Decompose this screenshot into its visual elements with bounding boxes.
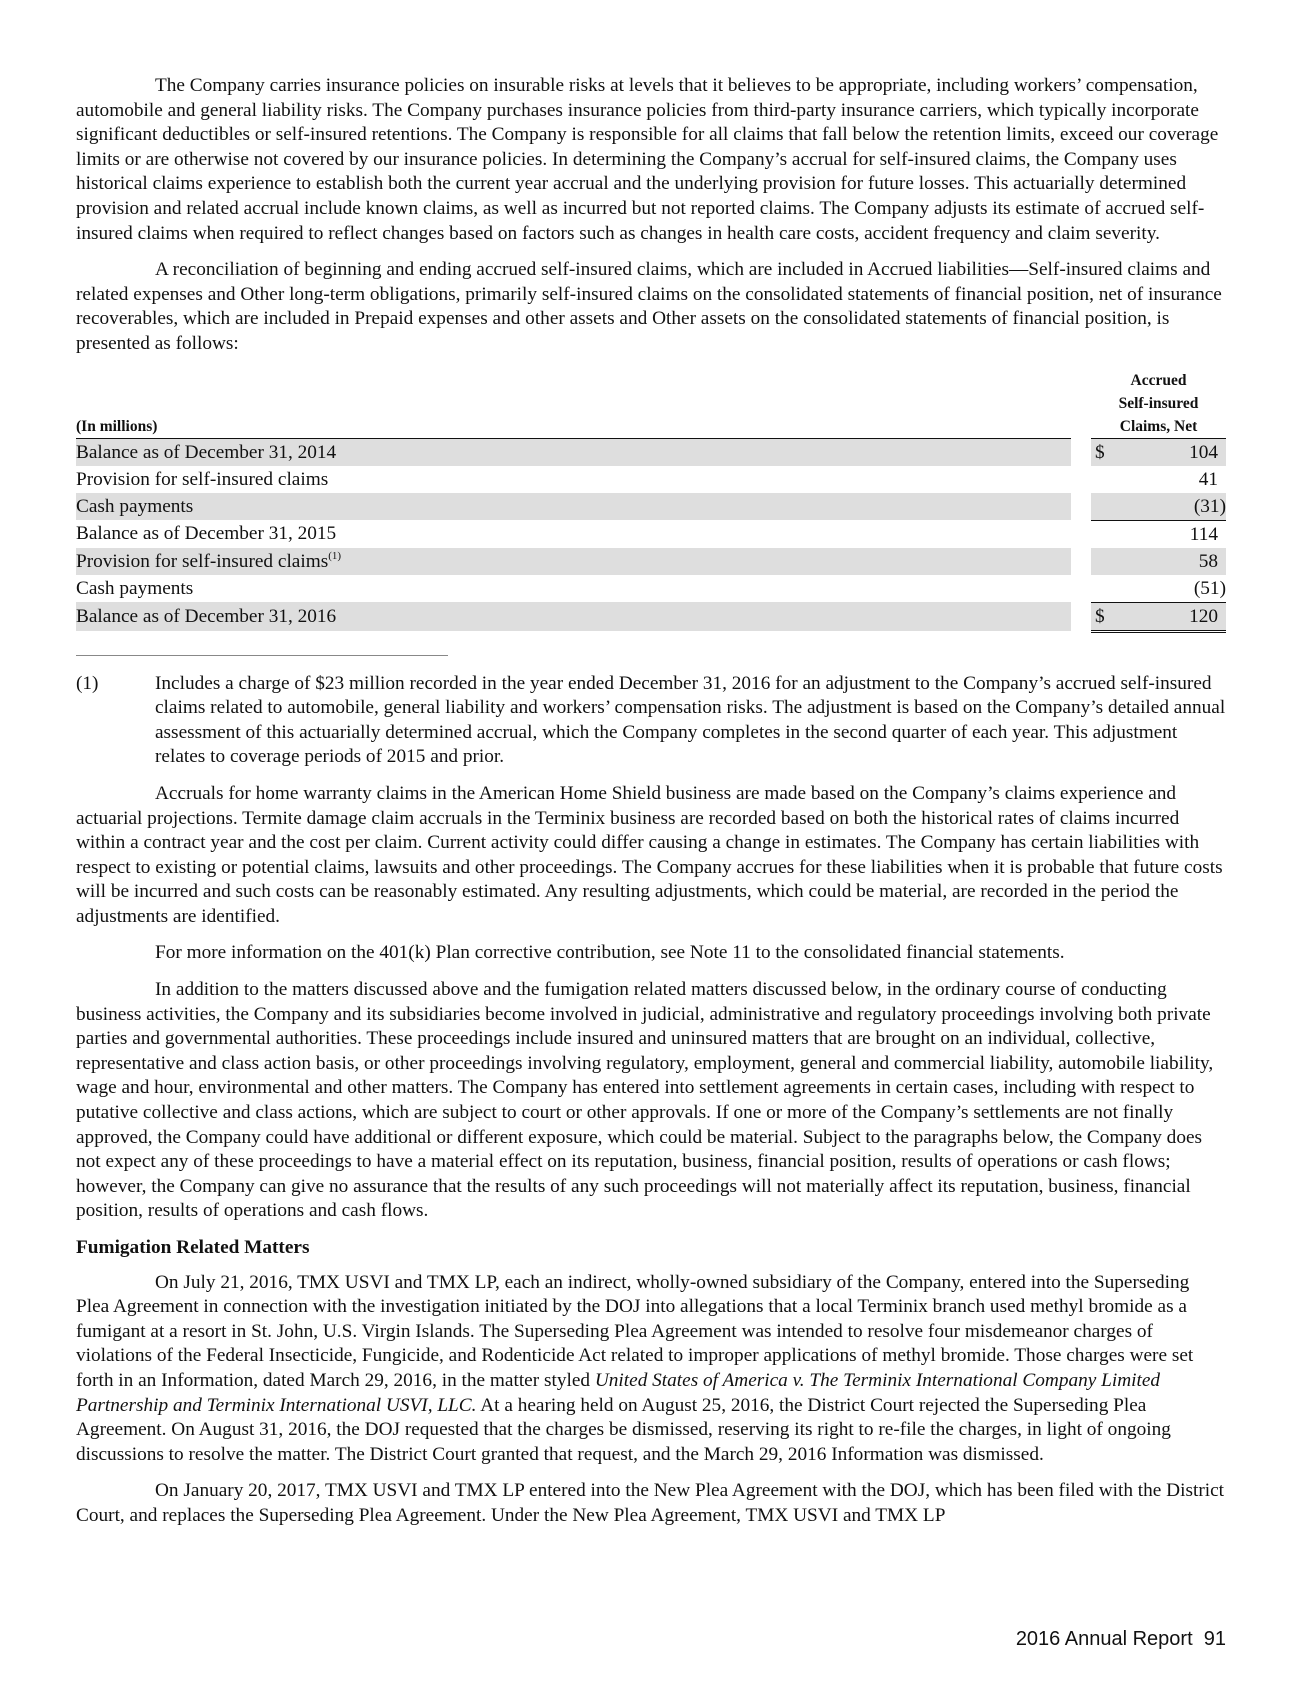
currency-symbol [1091, 575, 1125, 603]
row-value: 120 [1125, 602, 1226, 631]
page-number: 91 [1203, 1628, 1226, 1650]
self-insured-claims-table [76, 369, 1226, 633]
paragraph-legal-proceedings: In addition to the matters discussed above and the fumigation related matters discussed below, in the ordinary course of conducting business activities, the Company and its subsidiaries become involved in judicial, administrative and regulatory proceedings involving both private parties and governmental authorities. These proceedings include insured and uninsured matters that are brought on an individual, collective, representative and class action basis, or other proceedings involving regulatory, employment, general and commercial liability, automobile liability, wage and hour, environmental and other matters. The Company has entered into settlement agreements in certain cases, including with respect to putative collective and class actions, which are subject to court or other approvals. If one or more of the Company’s settlements are not finally approved, the Company could have additional or different exposure, which could be material. Subject to the paragraphs below, the Company does not expect any of these proceedings to have a material effect on its reputation, business, financial position, results of operations or cash flows; however, the Company can give no assurance that the results of any such proceedings will not materially affect its reputation, business, financial position, results of operations and cash flows. [76, 979, 1214, 1222]
currency-symbol [1091, 520, 1125, 548]
section-heading: Fumigation Related Matters [76, 1237, 310, 1258]
paragraph-plea-agreement: On July 21, 2016, TMX USVI and TMX LP, each an indirect, wholly-owned subsidiary of the Company, entered into the Superseding Plea Agreement in connection with the investigation initiated by the DOJ into allegations that a local Terminix branch used methyl bromide as a fumigant at a resort in St. John, U.S. Virgin Islands. The Superseding Plea Agreement was intended to resolve four misdemeanor charges of violations of the Federal Insecticide, Fungicide, and Rodenticide Act related to improper applications of methyl bromide. Those charges were set forth in an Information, dated March 29, 2016, in the matter styled United States of America v. The Terminix International Company Limited Partnership and Terminix International USVI, LLC. At a hearing held on August 25, 2016, the District Court rejected the Superseding Plea Agreement. On August 31, 2016, the DOJ requested that the charges be dismissed, reserving its right to re-file the charges, in light of ongoing discussions to resolve the matter. The District Court granted that request, and the March 29, 2016 Information was dismissed. [76, 1271, 1194, 1465]
footnote [76, 672, 1226, 770]
report-label: 2016 Annual Report [1015, 1628, 1193, 1650]
row-label: Provision for self-insured claims [76, 468, 329, 490]
row-value: 41 [1198, 468, 1218, 490]
row-label: Balance as of December 31, 2016 [76, 602, 1071, 631]
currency-symbol: $ [1091, 602, 1125, 631]
row-value: 58 [1125, 548, 1226, 575]
paragraph-accruals: Accruals for home warranty claims in the American Home Shield business are made based on the Company’s claims experience and actuarial projections. Termite damage claim accruals in the Terminix business are recorded based on both the historical rates of claims incurred within a contract year and the cost per claim. Current activity could differ causing a change in estimates. The Company has certain liabilities with respect to existing or potential claims, lawsuits and other proceedings. The Company accrues for these liabilities when it is probable that future costs will be incurred and such costs can be reasonably estimated. Any resulting adjustments, which could be material, are recorded in the period the adjustments are identified. [76, 782, 1223, 927]
table-header-row [76, 369, 1226, 439]
page-footer [1016, 1628, 1226, 1651]
footnote-text: Includes a charge of $23 million recorded in the year ended December 31, 2016 for an adjustment to the Company’s accrued self-insured claims related to automobile, general liability and workers’ compensation risks. The adjustment is based on the Company’s detailed annual assessment of this actuarially determined accrual, which the Company completes in the second quarter of each year. This adjustment relates to coverage periods of 2015 and prior. [155, 672, 1226, 768]
table-row [76, 575, 1226, 603]
unit-label: (In millions) [76, 417, 158, 435]
table-row [76, 438, 1226, 466]
column-header: Accrued Self-insured Claims, Net [1091, 369, 1226, 439]
currency-symbol: $ [1091, 438, 1125, 466]
table-row [76, 548, 1226, 575]
paragraph-new-plea-agreement: On January 20, 2017, TMX USVI and TMX LP entered into the New Plea Agreement with the DOJ, which has been filed with the District Court, and replaces the Superseding Plea Agreement. Under the New Plea Agreement, TMX USVI and TMX LP [76, 1480, 1225, 1526]
currency-symbol [1091, 493, 1125, 521]
table-row [76, 602, 1226, 631]
page-content [76, 74, 1226, 1541]
case-name: United States of America v. The Terminix International Company Limited Partnership and Terminix International USVI, LLC. [76, 1369, 1161, 1416]
row-value: 104 [1125, 438, 1226, 466]
row-label: Provision for self-insured claims$^{(1)}$ [76, 548, 1071, 575]
table-row [76, 466, 1226, 493]
footnote-marker: (1) [76, 672, 99, 694]
paragraph-reconciliation-intro: A reconciliation of beginning and ending accrued self-insured claims, which are included in Accrued liabilities—Self-insured claims and related expenses and Other long-term obligations, primarily self-insured claims on the consolidated statements of financial position, net of insurance recoverables, which are included in Prepaid expenses and other assets and Other assets on the consolidated statements of financial position, is presented as follows: [76, 259, 1222, 354]
footnote-reference: (1) [328, 549, 342, 562]
row-value: 114 [1189, 523, 1218, 545]
row-label: Cash payments [76, 577, 194, 599]
row-value: (31) [1125, 493, 1226, 521]
row-label: Balance as of December 31, 2014 [76, 438, 1071, 466]
paragraph-401k-reference: For more information on the 401(k) Plan corrective contribution, see Note 11 to the consolidated financial statements. [155, 942, 1065, 964]
currency-symbol [1091, 548, 1125, 575]
currency-symbol [1091, 466, 1125, 493]
row-label: Cash payments [76, 493, 1071, 521]
row-value: (51) [1125, 575, 1226, 603]
table-row [76, 520, 1226, 548]
table-row [76, 493, 1226, 521]
paragraph-insurance-policies: The Company carries insurance policies on insurable risks at levels that it believes to be appropriate, including workers’ compensation, automobile and general liability risks. The Company purchases insurance policies from third-party insurance carriers, which typically incorporate significant deductibles or self-insured retentions. The Company is responsible for all claims that fall below the retention limits, exceed our coverage limits or are otherwise not covered by our insurance policies. In determining the Company’s accrual for self-insured claims, the Company uses historical claims experience to establish both the current year accrual and the underlying provision for future losses. This actuarially determined provision and related accrual include known claims, as well as incurred but not reported claims. The Company adjusts its estimate of accrued self-insured claims when required to reflect changes based on factors such as changes in health care costs, accident frequency and claim severity. [76, 75, 1219, 244]
footnote-divider [76, 655, 448, 656]
row-label: Balance as of December 31, 2015 [76, 523, 337, 545]
